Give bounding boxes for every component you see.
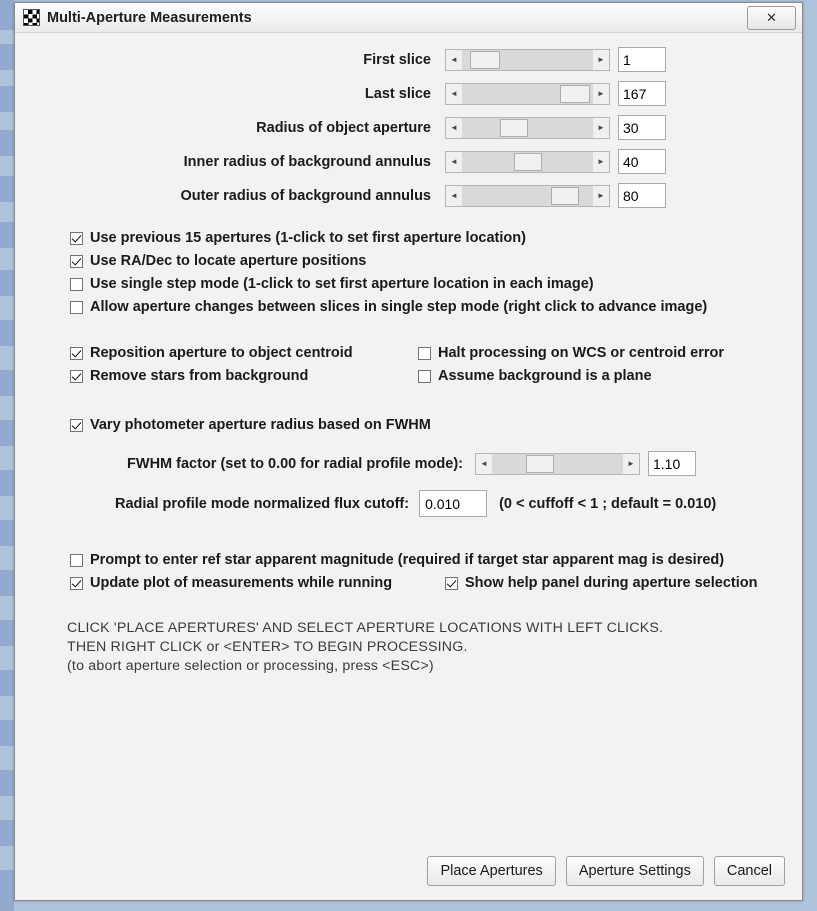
options-group-2 xyxy=(15,345,802,384)
options-group-1 xyxy=(15,230,802,315)
checkbox-row-prompt-ref-star[interactable] xyxy=(70,552,802,568)
label-use-previous: Use previous 15 apertures (1-click to set first aperture location) xyxy=(90,230,526,246)
cutoff-row xyxy=(15,490,802,517)
checkbox-row-allow-changes[interactable] xyxy=(70,299,802,315)
value-fwhm-factor[interactable]: 1.10 xyxy=(648,451,696,476)
value-outer-radius[interactable]: 80 xyxy=(618,183,666,208)
checkbox-row-remove-stars[interactable] xyxy=(70,368,418,384)
checkbox-row-use-previous[interactable] xyxy=(70,230,802,246)
slider-track[interactable] xyxy=(462,186,593,206)
arrow-left-icon[interactable]: ◄ xyxy=(446,50,462,70)
checkbox-row-reposition[interactable] xyxy=(70,345,418,361)
checkbox-row-vary-radius[interactable] xyxy=(70,417,802,433)
checkbox-row-single-step[interactable] xyxy=(70,276,802,292)
checkbox-remove-stars[interactable] xyxy=(70,370,83,383)
instructions-line-1: CLICK 'PLACE APERTURES' AND SELECT APERTURE LOCATIONS WITH LEFT CLICKS. xyxy=(67,620,664,636)
label-flux-cutoff: Radial profile mode normalized flux cutoff: xyxy=(115,495,410,512)
label-outer-radius: Outer radius of background annulus xyxy=(180,187,431,204)
slider-thumb[interactable] xyxy=(514,153,542,171)
arrow-right-icon[interactable]: ► xyxy=(593,50,609,70)
input-flux-cutoff[interactable]: 0.010 xyxy=(419,490,487,517)
checkbox-reposition[interactable] xyxy=(70,347,83,360)
checkbox-vary-radius[interactable] xyxy=(70,419,83,432)
place-apertures-button[interactable]: Place Apertures xyxy=(427,856,555,886)
fwhm-group xyxy=(15,417,802,433)
slider-inner-radius[interactable] xyxy=(445,151,610,173)
slider-track[interactable] xyxy=(462,118,593,138)
value-inner-radius[interactable]: 40 xyxy=(618,149,666,174)
label-reposition: Reposition aperture to object centroid xyxy=(90,345,353,361)
slider-row-inner-radius xyxy=(15,149,802,174)
value-object-radius[interactable]: 30 xyxy=(618,115,666,140)
slider-outer-radius[interactable] xyxy=(445,185,610,207)
arrow-left-icon[interactable]: ◄ xyxy=(446,186,462,206)
label-show-help: Show help panel during aperture selection xyxy=(465,575,758,591)
checkbox-assume-plane[interactable] xyxy=(418,370,431,383)
slider-first-slice[interactable] xyxy=(445,49,610,71)
hint-flux-cutoff: (0 < cuffoff < 1 ; default = 0.010) xyxy=(499,495,717,512)
checkbox-row-halt-processing[interactable] xyxy=(418,345,724,361)
slider-thumb[interactable] xyxy=(526,455,554,473)
aperture-settings-button[interactable]: Aperture Settings xyxy=(566,856,704,886)
instructions-line-2: THEN RIGHT CLICK or <ENTER> TO BEGIN PROCESSING. xyxy=(67,639,468,655)
arrow-right-icon[interactable]: ► xyxy=(593,186,609,206)
checkbox-use-radec[interactable] xyxy=(70,255,83,268)
label-allow-changes: Allow aperture changes between slices in single step mode (right click to advance image) xyxy=(90,299,708,315)
label-last-slice: Last slice xyxy=(364,85,431,102)
instructions-line-3: (to abort aperture selection or processing, press <ESC>) xyxy=(67,658,434,674)
arrow-right-icon[interactable]: ► xyxy=(623,454,639,474)
arrow-right-icon[interactable]: ► xyxy=(593,152,609,172)
arrow-right-icon[interactable]: ► xyxy=(593,118,609,138)
checkbox-update-plot[interactable] xyxy=(70,577,83,590)
checkbox-row-reposition-halt xyxy=(70,345,802,361)
instructions-block xyxy=(15,619,802,676)
arrow-right-icon[interactable]: ► xyxy=(593,84,609,104)
button-bar xyxy=(427,856,785,886)
slider-thumb[interactable] xyxy=(560,85,590,103)
fwhm-row xyxy=(15,451,802,476)
label-first-slice: First slice xyxy=(363,51,431,68)
dialog-window xyxy=(14,2,803,901)
checkbox-row-use-radec[interactable] xyxy=(70,253,802,269)
label-assume-plane: Assume background is a plane xyxy=(438,368,652,384)
arrow-left-icon[interactable]: ◄ xyxy=(476,454,492,474)
arrow-left-icon[interactable]: ◄ xyxy=(446,152,462,172)
arrow-left-icon[interactable]: ◄ xyxy=(446,84,462,104)
slider-track[interactable] xyxy=(492,454,623,474)
checkbox-row-remove-assume xyxy=(70,368,802,384)
slider-group xyxy=(15,33,802,208)
label-vary-radius: Vary photometer aperture radius based on FWHM xyxy=(90,417,431,433)
slider-track[interactable] xyxy=(462,84,593,104)
slider-row-object-radius xyxy=(15,115,802,140)
title-bar xyxy=(15,3,802,33)
cancel-button[interactable]: Cancel xyxy=(714,856,785,886)
checkbox-prompt-ref-star[interactable] xyxy=(70,554,83,567)
checkbox-halt-processing[interactable] xyxy=(418,347,431,360)
label-update-plot: Update plot of measurements while running xyxy=(90,575,393,591)
app-icon xyxy=(23,9,40,26)
slider-row-outer-radius xyxy=(15,183,802,208)
checkbox-row-show-help[interactable] xyxy=(445,575,757,591)
checkbox-show-help[interactable] xyxy=(445,577,458,590)
slider-fwhm-factor[interactable] xyxy=(475,453,640,475)
slider-row-first-slice xyxy=(15,47,802,72)
checkbox-row-update-show xyxy=(70,575,802,591)
slider-object-radius[interactable] xyxy=(445,117,610,139)
close-icon[interactable]: ✕ xyxy=(747,6,796,30)
label-use-radec: Use RA/Dec to locate aperture positions xyxy=(90,253,367,269)
slider-thumb[interactable] xyxy=(551,187,579,205)
label-fwhm-factor: FWHM factor (set to 0.00 for radial profile mode): xyxy=(127,455,463,472)
slider-track[interactable] xyxy=(462,50,593,70)
label-inner-radius: Inner radius of background annulus xyxy=(183,153,431,170)
slider-thumb[interactable] xyxy=(470,51,500,69)
options-group-3 xyxy=(15,552,802,591)
checkbox-single-step[interactable] xyxy=(70,278,83,291)
arrow-left-icon[interactable]: ◄ xyxy=(446,118,462,138)
checkbox-use-previous[interactable] xyxy=(70,232,83,245)
slider-thumb[interactable] xyxy=(500,119,528,137)
checkbox-allow-changes[interactable] xyxy=(70,301,83,314)
checkbox-row-assume-plane[interactable] xyxy=(418,368,652,384)
value-first-slice[interactable]: 1 xyxy=(618,47,666,72)
checkbox-row-update-plot[interactable] xyxy=(70,575,445,591)
label-remove-stars: Remove stars from background xyxy=(90,368,309,384)
window-title: Multi-Aperture Measurements xyxy=(47,9,252,26)
label-prompt-ref-star: Prompt to enter ref star apparent magnitude (required if target star apparent mag is desired) xyxy=(90,552,725,568)
slider-last-slice[interactable] xyxy=(445,83,610,105)
slider-track[interactable] xyxy=(462,152,593,172)
label-halt-processing: Halt processing on WCS or centroid error xyxy=(438,345,725,361)
label-object-radius: Radius of object aperture xyxy=(256,119,431,136)
value-last-slice[interactable]: 167 xyxy=(618,81,666,106)
dialog-body xyxy=(15,33,802,900)
label-single-step: Use single step mode (1-click to set first aperture location in each image) xyxy=(90,276,594,292)
slider-row-last-slice xyxy=(15,81,802,106)
